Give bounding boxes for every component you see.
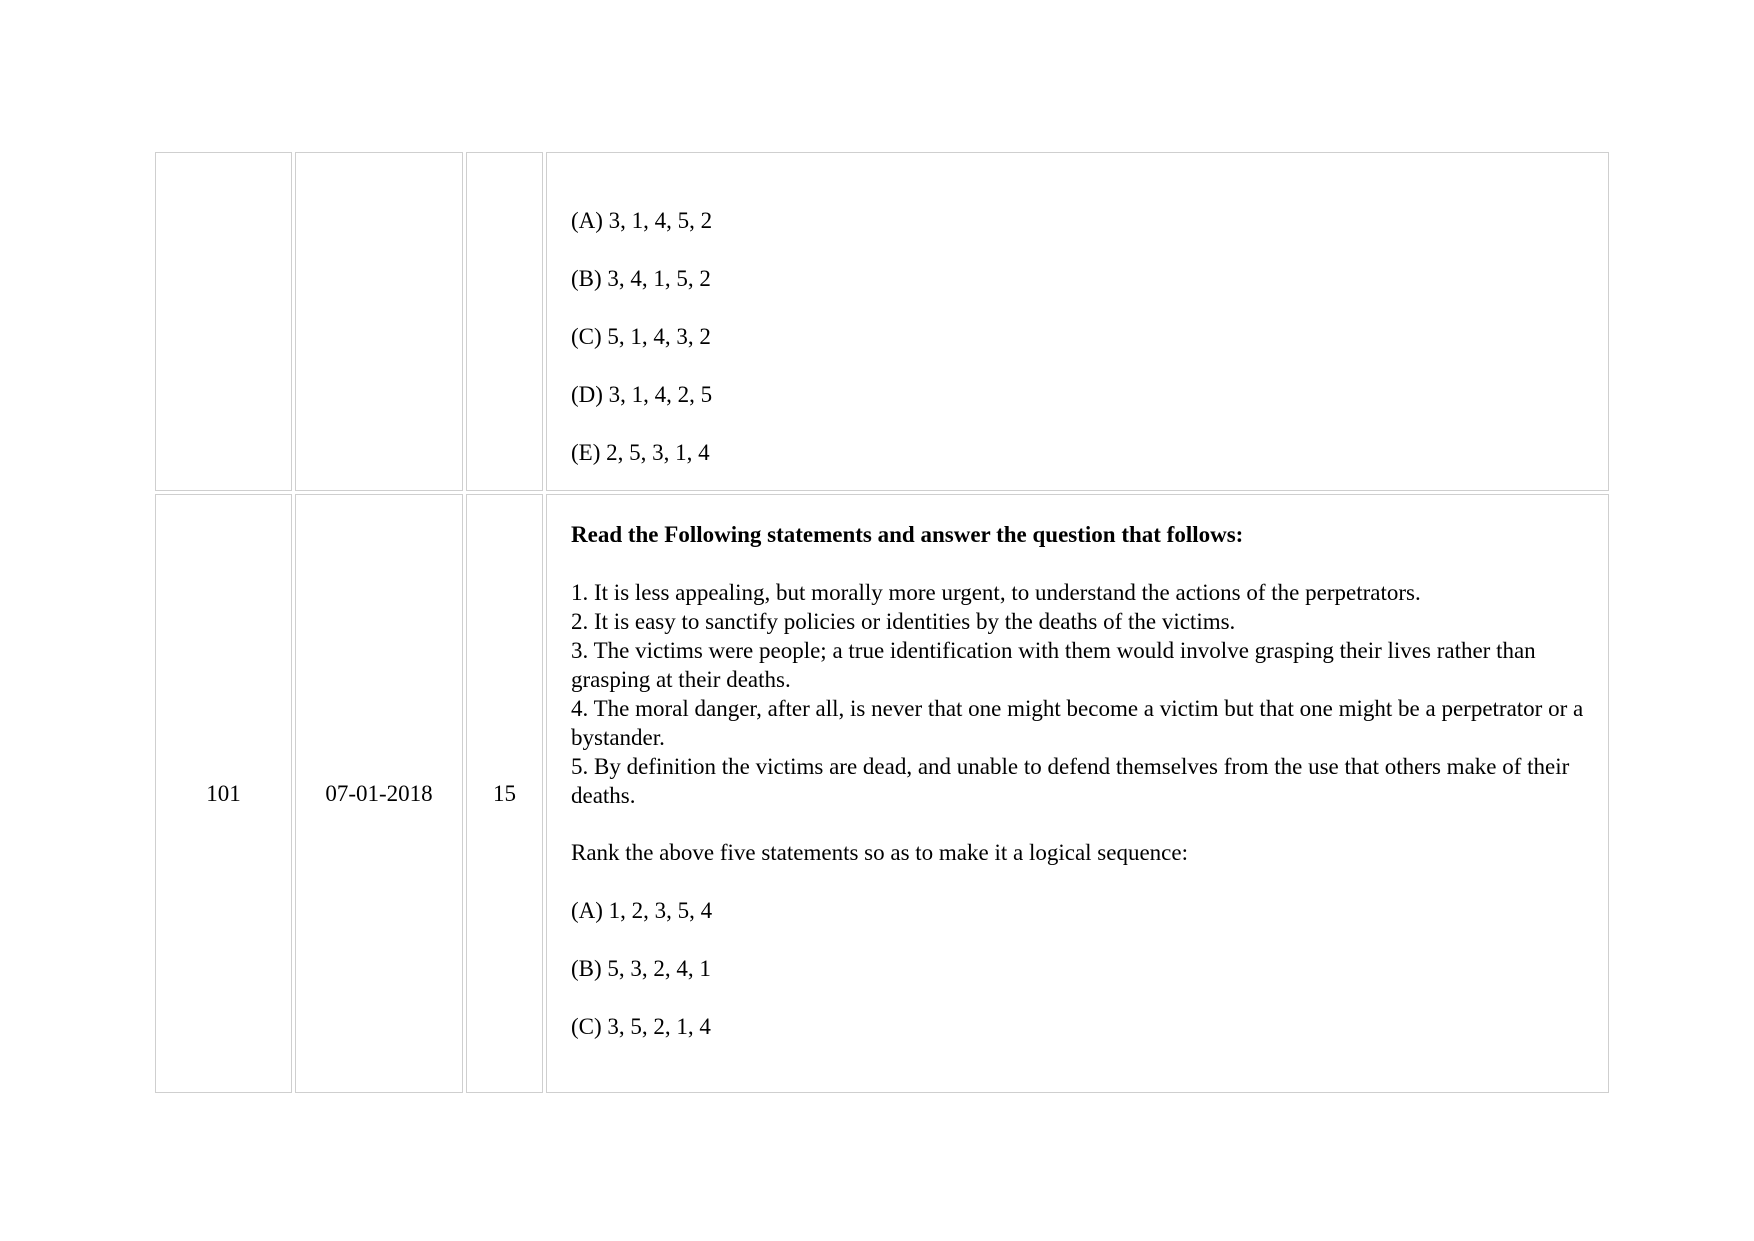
statement-2: 2. It is easy to sanctify policies or identities by the deaths of the victims. xyxy=(571,609,1236,634)
option-b: (B) 5, 3, 2, 4, 1 xyxy=(571,956,711,981)
option-c: (C) 5, 1, 4, 3, 2 xyxy=(571,324,711,349)
row2-serial-cell: 101 xyxy=(155,494,292,1093)
question-heading: Read the Following statements and answer the question that follows: xyxy=(571,522,1244,547)
statement-5: 5. By definition the victims are dead, and unable to defend themselves from the use that others make of their deaths. xyxy=(571,754,1570,808)
row1-date-cell xyxy=(295,152,463,491)
statement-1: 1. It is less appealing, but morally more urgent, to understand the actions of the perpetrators. xyxy=(571,580,1421,605)
option-e: (E) 2, 5, 3, 1, 4 xyxy=(571,440,710,465)
row2-marks-cell: 15 xyxy=(466,494,543,1093)
option-c: (C) 3, 5, 2, 1, 4 xyxy=(571,1014,711,1039)
row1-question-cell xyxy=(546,152,1609,491)
row2-question-cell xyxy=(546,494,1609,1093)
statements-list xyxy=(571,578,1586,810)
option-a: (A) 3, 1, 4, 5, 2 xyxy=(571,208,713,233)
statement-3: 3. The victims were people; a true identification with them would involve grasping their lives rather than grasping at their deaths. xyxy=(571,638,1536,692)
question-prompt: Rank the above five statements so as to make it a logical sequence: xyxy=(571,840,1188,865)
row1-marks-cell xyxy=(466,152,543,491)
row1-serial-cell xyxy=(155,152,292,491)
option-a: (A) 1, 2, 3, 5, 4 xyxy=(571,898,713,923)
option-d: (D) 3, 1, 4, 2, 5 xyxy=(571,382,713,407)
statement-4: 4. The moral danger, after all, is never that one might become a victim but that one might be a perpetrator or a bystander. xyxy=(571,696,1584,750)
row2-date-cell: 07-01-2018 xyxy=(295,494,463,1093)
option-b: (B) 3, 4, 1, 5, 2 xyxy=(571,266,711,291)
